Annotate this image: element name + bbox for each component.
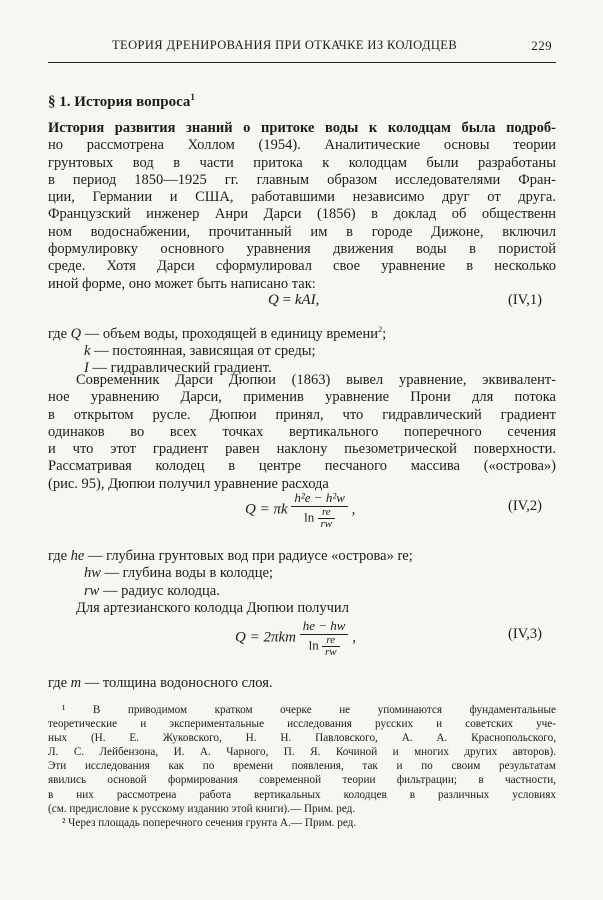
footnote-line: ² Через площадь поперечного сечения грунта A.— Прим. ред. <box>62 816 357 829</box>
paragraph-line: (рис. 95), Дюпюи получил уравнение расхода <box>48 475 329 492</box>
paragraph-line: грунтовых вод в части притока к колодцам были разработаны <box>48 154 556 171</box>
legend-row <box>48 343 386 360</box>
footnote-line: теоретические и экспериментальные исследования русских и советских уче- <box>48 718 556 731</box>
legend-intro: где <box>48 325 68 342</box>
paragraph-line: Французский инженер Анри Дарси (1856) в доклад об общественн <box>48 206 556 223</box>
legend-symbol: I <box>84 360 89 377</box>
legend-row <box>48 583 413 600</box>
paragraph-line: в открытом русле. Дюпюи принял, что гидравлический градиент <box>48 406 556 423</box>
paragraph-line: но рассмотрена Холлом (1954). Аналитические основы теории <box>48 137 556 154</box>
equation-2-lhs: Q = πk <box>245 501 288 518</box>
paragraph-line: ном водоснабжении, прочитанный им в городе Дижоне, включил <box>48 223 556 240</box>
equation-2-ratio <box>318 507 336 530</box>
paragraph-1 <box>48 120 556 293</box>
running-title: ТЕОРИЯ ДРЕНИРОВАНИЯ ПРИ ОТКАЧКЕ ИЗ КОЛОДЦЕВ <box>112 38 458 52</box>
footnote-mark: 2 <box>378 324 383 334</box>
section-footnote-mark: 1 <box>190 92 195 102</box>
footnote-line: явились основой формирования современной теории фильтрации; в частности, <box>48 774 556 787</box>
paragraph-line: Для артезианского колодца Дюпюи получил <box>76 600 349 616</box>
equation-2-number: (IV,2) <box>508 498 542 514</box>
paragraph-line: среде. Хотя Дарси сформулировал свое уравнение в несколько <box>48 258 556 275</box>
legend-text: — постоянная, зависящая от среды; <box>94 343 316 360</box>
equation-3-ratio <box>322 635 340 658</box>
paragraph-line: ции, Германии и США, работавшими независимо друг от друга. <box>48 189 556 206</box>
equation-3-denominator <box>300 635 349 658</box>
footnote-line: ¹ В приводимом кратком очерке не упоминаются фундаментальные <box>62 704 556 716</box>
paragraph-2 <box>48 372 556 493</box>
paragraph-line: История развития знаний о притоке воды к колодцам была подроб- <box>48 120 556 136</box>
footnote-line: ных (Н. Е. Жуковского, Н. Н. Павловского, А. А. Краснопольского, <box>48 732 556 745</box>
equation-3-trail: , <box>352 629 356 646</box>
section-heading <box>48 92 195 111</box>
equation-2 <box>245 490 355 530</box>
equation-1-number: (IV,1) <box>508 292 542 308</box>
section-title: § 1. История вопроса <box>48 94 191 110</box>
footnote-line: (см. предисловие к русскому изданию этой книги).— Прим. ред. <box>48 802 356 815</box>
equation-2-ratio-den: rw <box>320 518 333 530</box>
paragraph-line: формулировку основного уравнения движения воды в пористой <box>48 241 556 258</box>
legend-1 <box>48 321 386 378</box>
footnote-line: Эти исследования как по времени появления, так и по своим результатам <box>48 760 556 773</box>
legend-symbol: hw <box>84 565 101 582</box>
legend-text: — гидравлический градиент. <box>92 360 272 377</box>
paragraph-line: одинаков во всех точках вертикального поперечного сечения <box>48 423 556 440</box>
equation-3-ratio-den: rw <box>324 646 337 658</box>
paragraph-line: иной форме, оно может быть написано так: <box>48 275 316 292</box>
equation-3 <box>235 618 356 658</box>
equation-3-number: (IV,3) <box>508 626 542 642</box>
paragraph-line: Современник Дарси Дюпюи (1863) вывел уравнение, эквивалент- <box>76 372 556 388</box>
legend-text: — глубина грунтовых вод при радиусе «острова» re; <box>87 548 413 564</box>
paragraph-line: Рассматривая колодец в центре песчаного массива («острова») <box>48 458 556 475</box>
legend-row <box>48 321 386 343</box>
paragraph-line: в период 1850—1925 гг. главным образом исследователями Фран- <box>48 171 556 188</box>
header-rule <box>48 62 556 63</box>
legend-text: — объем воды, проходящей в единицу времени <box>84 325 378 342</box>
equation-3-fraction <box>300 618 349 658</box>
equation-3-ln: ln <box>308 637 319 653</box>
equation-2-trail: , <box>351 501 356 518</box>
legend-symbol: he <box>70 548 85 564</box>
legend-3 <box>48 675 273 692</box>
legend-symbol: Q <box>70 325 82 342</box>
equation-3-ratio-num: re <box>322 635 340 647</box>
paragraph-3 <box>48 600 556 617</box>
legend-symbol: rw <box>84 582 100 599</box>
footnotes <box>48 703 556 830</box>
footnote-line: Л. С. Лейбензона, И. А. Чарного, П. Я. Кочиной и многих других авторов). <box>48 746 556 759</box>
equation-2-denominator <box>291 507 348 530</box>
paragraph-line: и что этот градиент равен наклону пьезометрической поверхности. <box>48 441 556 458</box>
paragraph-line: ное уравнению Дарси, применив уравнение Прони для потока <box>48 389 556 406</box>
legend-intro: где <box>48 675 68 691</box>
equation-1-rhs: kAI, <box>294 292 320 308</box>
equation-2-ln: ln <box>304 509 315 525</box>
legend-end: ; <box>382 325 387 342</box>
legend-row <box>48 565 413 582</box>
legend-text: — толщина водоносного слоя. <box>84 675 273 691</box>
equation-2-fraction <box>291 490 348 530</box>
equation-3-numerator: he − hw <box>300 618 349 635</box>
equation-2-ratio-num: re <box>318 507 336 519</box>
legend-text: — глубина воды в колодце; <box>104 565 273 582</box>
legend-symbol: m <box>70 675 82 691</box>
legend-text: — радиус колодца. <box>102 582 220 599</box>
equation-3-lhs: Q = 2πkm <box>235 629 296 646</box>
equation-1-lhs: Q <box>268 292 279 308</box>
legend-row <box>48 548 413 565</box>
footnote-line: в них рассмотрена работа вертикальных колодцев в различных условиях <box>48 788 556 801</box>
legend-intro: где <box>48 548 68 564</box>
legend-symbol: k <box>84 343 91 360</box>
equation-1: Q = kAI, <box>268 292 320 308</box>
equation-2-numerator: h²e − h²w <box>291 490 348 507</box>
legend-2 <box>48 548 413 600</box>
page-number: 229 <box>531 38 552 53</box>
